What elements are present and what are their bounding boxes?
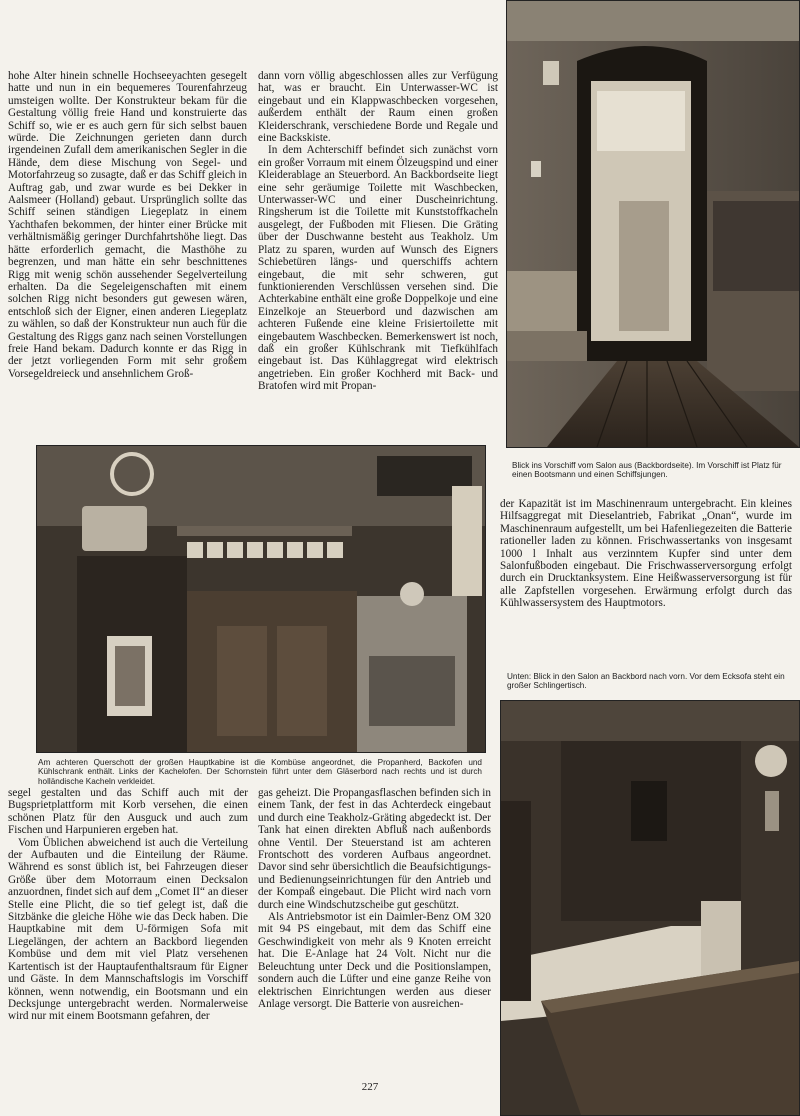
caption-salon: Unten: Blick in den Salon an Backbord nach vorn. Vor dem Ecksofa steht ein großer Schlingertisch. bbox=[507, 672, 785, 691]
paragraph: hohe Alter hinein schnelle Hochseeyachten gesegelt hatte und nun in ein bequemeres Tourenfahrzeug umsteigen wollte. Der Konstrukteur bekam für die Gestaltung völlig freie Hand und konstruierte das Schiff so, wie er es auch gern für sich selbst bauen würde. Die Zeichnungen gerieten dann durch irgendeinen Zufall dem amerikanischen Segler in die Hände, dem diese Mischung von Segel- und Motorfahrzeug so zusagte, daß er das Schiff gleich in Auftrag gab, und zwar wurde es bei Dekker in Aalsmeer (Holland) gebaut. Ursprünglich sollte das Schiff seinen ständigen Liegeplatz in einem Yachthafen bekommen, der hinter einer Brücke mit verhältnismäßig geringer Durchfahrtshöhe liegt. Das hätte erforderlich gemacht, die Masthöhe zu begrenzen, und man hätte ein sehr beschnittenes Rigg mit wenig schön aussehender Segelverteilung erhalten. Da die Segeleigenschaften mit einem solchen Rigg nicht besonders gut gewesen wären, entschloß sich der Eigner, einen anderen Liegeplatz zu wählen, so daß der Konstrukteur nun auch für die Gestaltung des Riggs ganz nach seinen Vorstellungen freie Hand bekam. Dadurch konnte er das Rigg in der jetzt vorliegenden Form mit sehr großem Vorsegeldreieck und ansehnlichem Groß- bbox=[8, 70, 247, 380]
paragraph: gas geheizt. Die Propangasflaschen befinden sich in einem Tank, der fest in das Achterdeck eingebaut und durch eine Teakholz-Gräting abgedeckt ist. Der Tank hat einen direkten Abfluß nach außenbords ohne Ventil. Der Steuerstand ist am achteren Frontschott des vorderen Aufbaus angeordnet. Davor sind sehr übersichtlich die Beaufsichtigungs- und Bedienungseinrichtungen für den Antrieb und der Kompaß eingebaut. Die Plicht wird nach vorn durch eine Windschutzscheibe gut geschützt. bbox=[258, 787, 491, 911]
text-column-1-top bbox=[8, 70, 247, 380]
text-column-3-middle bbox=[500, 498, 792, 610]
page-number: 227 bbox=[361, 1081, 379, 1093]
caption-galley: Am achteren Querschott der großen Hauptkabine ist die Kombüse angeordnet, die Propanherd, Backofen und Kühlschrank enthält. Links der Kachelofen. Der Schornstein führt unter dem Gläserbord nach rechts und ist durch holländische Kacheln verkleidet. bbox=[38, 758, 482, 786]
text-column-2-bottom bbox=[258, 787, 491, 1010]
photo-galley bbox=[36, 445, 486, 753]
forepeak-image bbox=[507, 1, 799, 447]
paragraph: der Kapazität ist im Maschinenraum untergebracht. Ein kleines Hilfsaggregat mit Dieselantrieb, Fabrikat „Onan“, wurde im Maschinenraum aufgestellt, um bei Hafenliegezeiten die Batterie rationeller laden zu können. Frischwassertanks von insgesamt 1000 l Inhalt aus verzinntem Kupfer sind unter dem Salonfußboden eingebaut. Die Frischwasserversorgung erfolgt durch ein Drucktanksystem. Eine Heißwasserversorgung ist für alle Zapfstellen vorgesehen. Erwärmung erfolgt durch das Kühlwassersystem des Hauptmotors. bbox=[500, 498, 792, 610]
paragraph: In dem Achterschiff befindet sich zunächst vorn ein großer Vorraum mit einem Ölzeugspind und einer Kleiderablage an Steuerbord. An Backbordseite liegt eine sehr geräumige Toilette mit Waschbecken, Unterwasser-WC und einer Duscheinrichtung. Ringsherum ist die Toilette mit Kunststoffkacheln ausgelegt, der Fußboden mit Fliesen. Die Gräting über der Duschwanne besteht aus Teakholz. Um Platz zu sparen, wurden auf Wunsch des Eigners Schiebetüren längs- und querschiffs achtern eingebaut, die mit sehr schweren, gut funktionierenden Verschlüssen versehen sind. Die Achterkabine enthält eine große Doppelkoje und eine Einzelkoje an Steuerbord und dazwischen am achteren Fußende eine kleine Frisiertoilette mit eingebautem Waschbecken. Bemerkenswert ist noch, daß ein großer Kühlschrank mit Tiefkühlfach eingebaut ist. Das Kühlaggregat wird elektrisch angetrieben. Ein großer Kochherd mit Back- und Bratofen wird mit Propan- bbox=[258, 144, 498, 393]
text-column-2-top bbox=[258, 70, 498, 393]
photo-forepeak bbox=[506, 0, 800, 448]
salon-image bbox=[501, 701, 799, 1115]
paragraph: segel gestalten und das Schiff auch mit der Bugsprietplattform mit Korb versehen, die einen schönen Platz für den Ausguck und auch zum Fischen und Harpunieren ergeben hat. bbox=[8, 787, 248, 837]
paragraph: dann vorn völlig abgeschlossen alles zur Verfügung hat, was er braucht. Ein Unterwasser-WC ist eingebaut und ein Klappwaschbecken vorgesehen, außerdem enthält der Raum einen großen Kleiderschrank, verschiedene Borde und Regale und eine Backskiste. bbox=[258, 70, 498, 145]
text-column-1-bottom bbox=[8, 787, 248, 1023]
caption-forepeak: Blick ins Vorschiff vom Salon aus (Backbordseite). Im Vorschiff ist Platz für einen Bootsmann und einen Schiffsjungen. bbox=[512, 461, 782, 480]
galley-image bbox=[37, 446, 485, 752]
paragraph: Vom Üblichen abweichend ist auch die Verteilung der Aufbauten und die Einteilung der Räume. Während es sonst üblich ist, bei Fahrzeugen dieser Größe über dem Motorraum einen Decksalon anzuordnen, findet sich auf dem „Comet II“ an dieser Stelle eine Plicht, die so tief gelegt ist, daß die Sitzbänke die gleiche Höhe wie das Deck haben. Die Hauptkabine mit dem U-förmigen Sofa mit Liegelängen, der achtern an Backbord liegenden Kombüse und dem mit viel Platz versehenen Kartentisch ist der Hauptaufenthaltsraum für Eigner und Gäste. In dem Mannschaftslogis im Vorschiff können, wenn notwendig, ein Bootsmann und ein Decksjunge untergebracht werden. Normalerweise wird nur mit einem Bootsmann gefahren, der bbox=[8, 836, 248, 1023]
photo-salon bbox=[500, 700, 800, 1116]
paragraph: Als Antriebsmotor ist ein Daimler-Benz OM 320 mit 94 PS eingebaut, mit dem das Schiff eine Geschwindigkeit von mehr als 9 Knoten erreicht hat. Die E-Anlage hat 24 Volt. Nicht nur die Beleuchtung unter Deck und die Positionslampen, sondern auch die Lüfter und eine ganze Reihe von elektrischen Einrichtungen werden aus dieser Anlage versorgt. Die Batterie von ausreichen- bbox=[258, 911, 491, 1010]
